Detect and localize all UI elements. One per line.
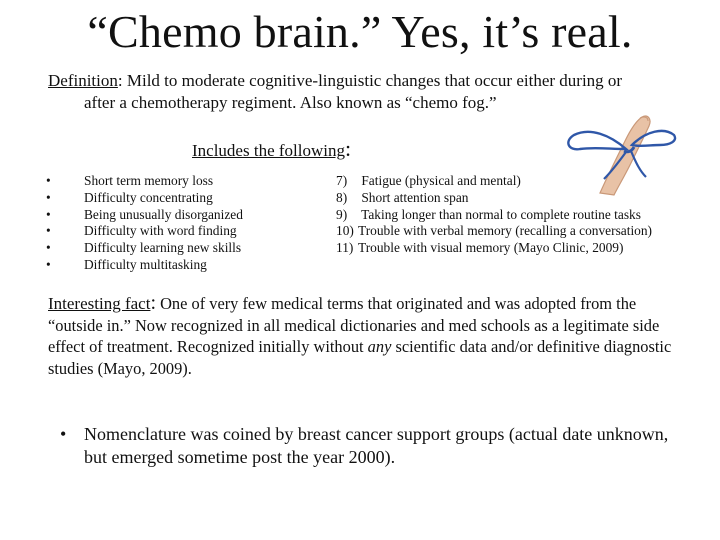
- list-item-text: Being unusually disorganized: [84, 206, 243, 222]
- list-item: [336, 223, 652, 240]
- list-item: [336, 207, 652, 224]
- list-item: [46, 257, 243, 274]
- list-item: [336, 240, 652, 257]
- list-item-text: Difficulty with word finding: [84, 223, 237, 239]
- fact-label-colon: :: [150, 292, 156, 314]
- list-item: [46, 207, 243, 224]
- bullet-icon: •: [60, 424, 67, 444]
- nomenclature-note-text: Nomenclature was coined by breast cancer support groups (actual date unknown, but emerged sometime post the year 2000).: [84, 424, 669, 467]
- list-item-text: Short attention span: [361, 189, 469, 205]
- includes-heading: [192, 138, 351, 162]
- bullet-icon: •: [46, 223, 51, 239]
- list-item-number: 11): [336, 240, 354, 256]
- interesting-fact-paragraph: [48, 293, 688, 379]
- nomenclature-note: [60, 423, 680, 469]
- list-item: [46, 240, 243, 257]
- includes-heading-colon: :: [344, 136, 352, 161]
- list-item-number: 8): [336, 189, 348, 205]
- definition-label: Definition: [48, 71, 118, 90]
- fact-text-part-2: scientific data and/or definitive diagnostic studies (Mayo, 2009).: [48, 337, 672, 378]
- list-item: [46, 173, 243, 190]
- symptom-list-bulleted: [46, 173, 243, 274]
- bullet-icon: •: [46, 240, 51, 256]
- list-item-text: Trouble with visual memory (Mayo Clinic, 2009): [358, 240, 624, 256]
- definition-line-1: : Mild to moderate cognitive-linguistic changes that occur either during or: [117, 71, 623, 90]
- slide-title: “Chemo brain.” Yes, it’s real.: [87, 6, 633, 57]
- fact-emphasis: any: [367, 337, 392, 356]
- definition-line-2: after a chemotherapy regiment. Also known as “chemo fog.”: [84, 93, 497, 112]
- symptom-list-numbered: [336, 173, 652, 257]
- list-item-number: 10): [336, 223, 354, 239]
- bullet-icon: •: [46, 206, 51, 222]
- bullet-icon: •: [46, 189, 51, 205]
- list-item-number: 7): [336, 173, 348, 188]
- list-item-text: Trouble with verbal memory (recalling a conversation): [358, 223, 653, 239]
- list-item-text: Difficulty multitasking: [84, 256, 207, 272]
- fact-text-part-1: One of very few medical terms that originated and was adopted from the “outside in.” Now recognized in all medical dictionaries and med schools as a legitimate side effect of treatment. Recognized initially without: [48, 294, 660, 356]
- list-item-text: Fatigue (physical and mental): [361, 173, 521, 188]
- list-item-text: Difficulty concentrating: [84, 189, 213, 205]
- includes-heading-text: Includes the following: [192, 141, 345, 160]
- list-item: [336, 173, 652, 190]
- list-item: [46, 223, 243, 240]
- bullet-icon: •: [46, 173, 51, 188]
- list-item-number: 9): [336, 206, 348, 222]
- list-item: [46, 190, 243, 207]
- bullet-icon: •: [46, 256, 51, 272]
- fact-label: Interesting fact: [48, 294, 151, 313]
- list-item-text: Short term memory loss: [84, 173, 214, 188]
- list-item: [336, 190, 652, 207]
- list-item-text: Taking longer than normal to complete routine tasks: [361, 206, 641, 222]
- list-item-text: Difficulty learning new skills: [84, 240, 242, 256]
